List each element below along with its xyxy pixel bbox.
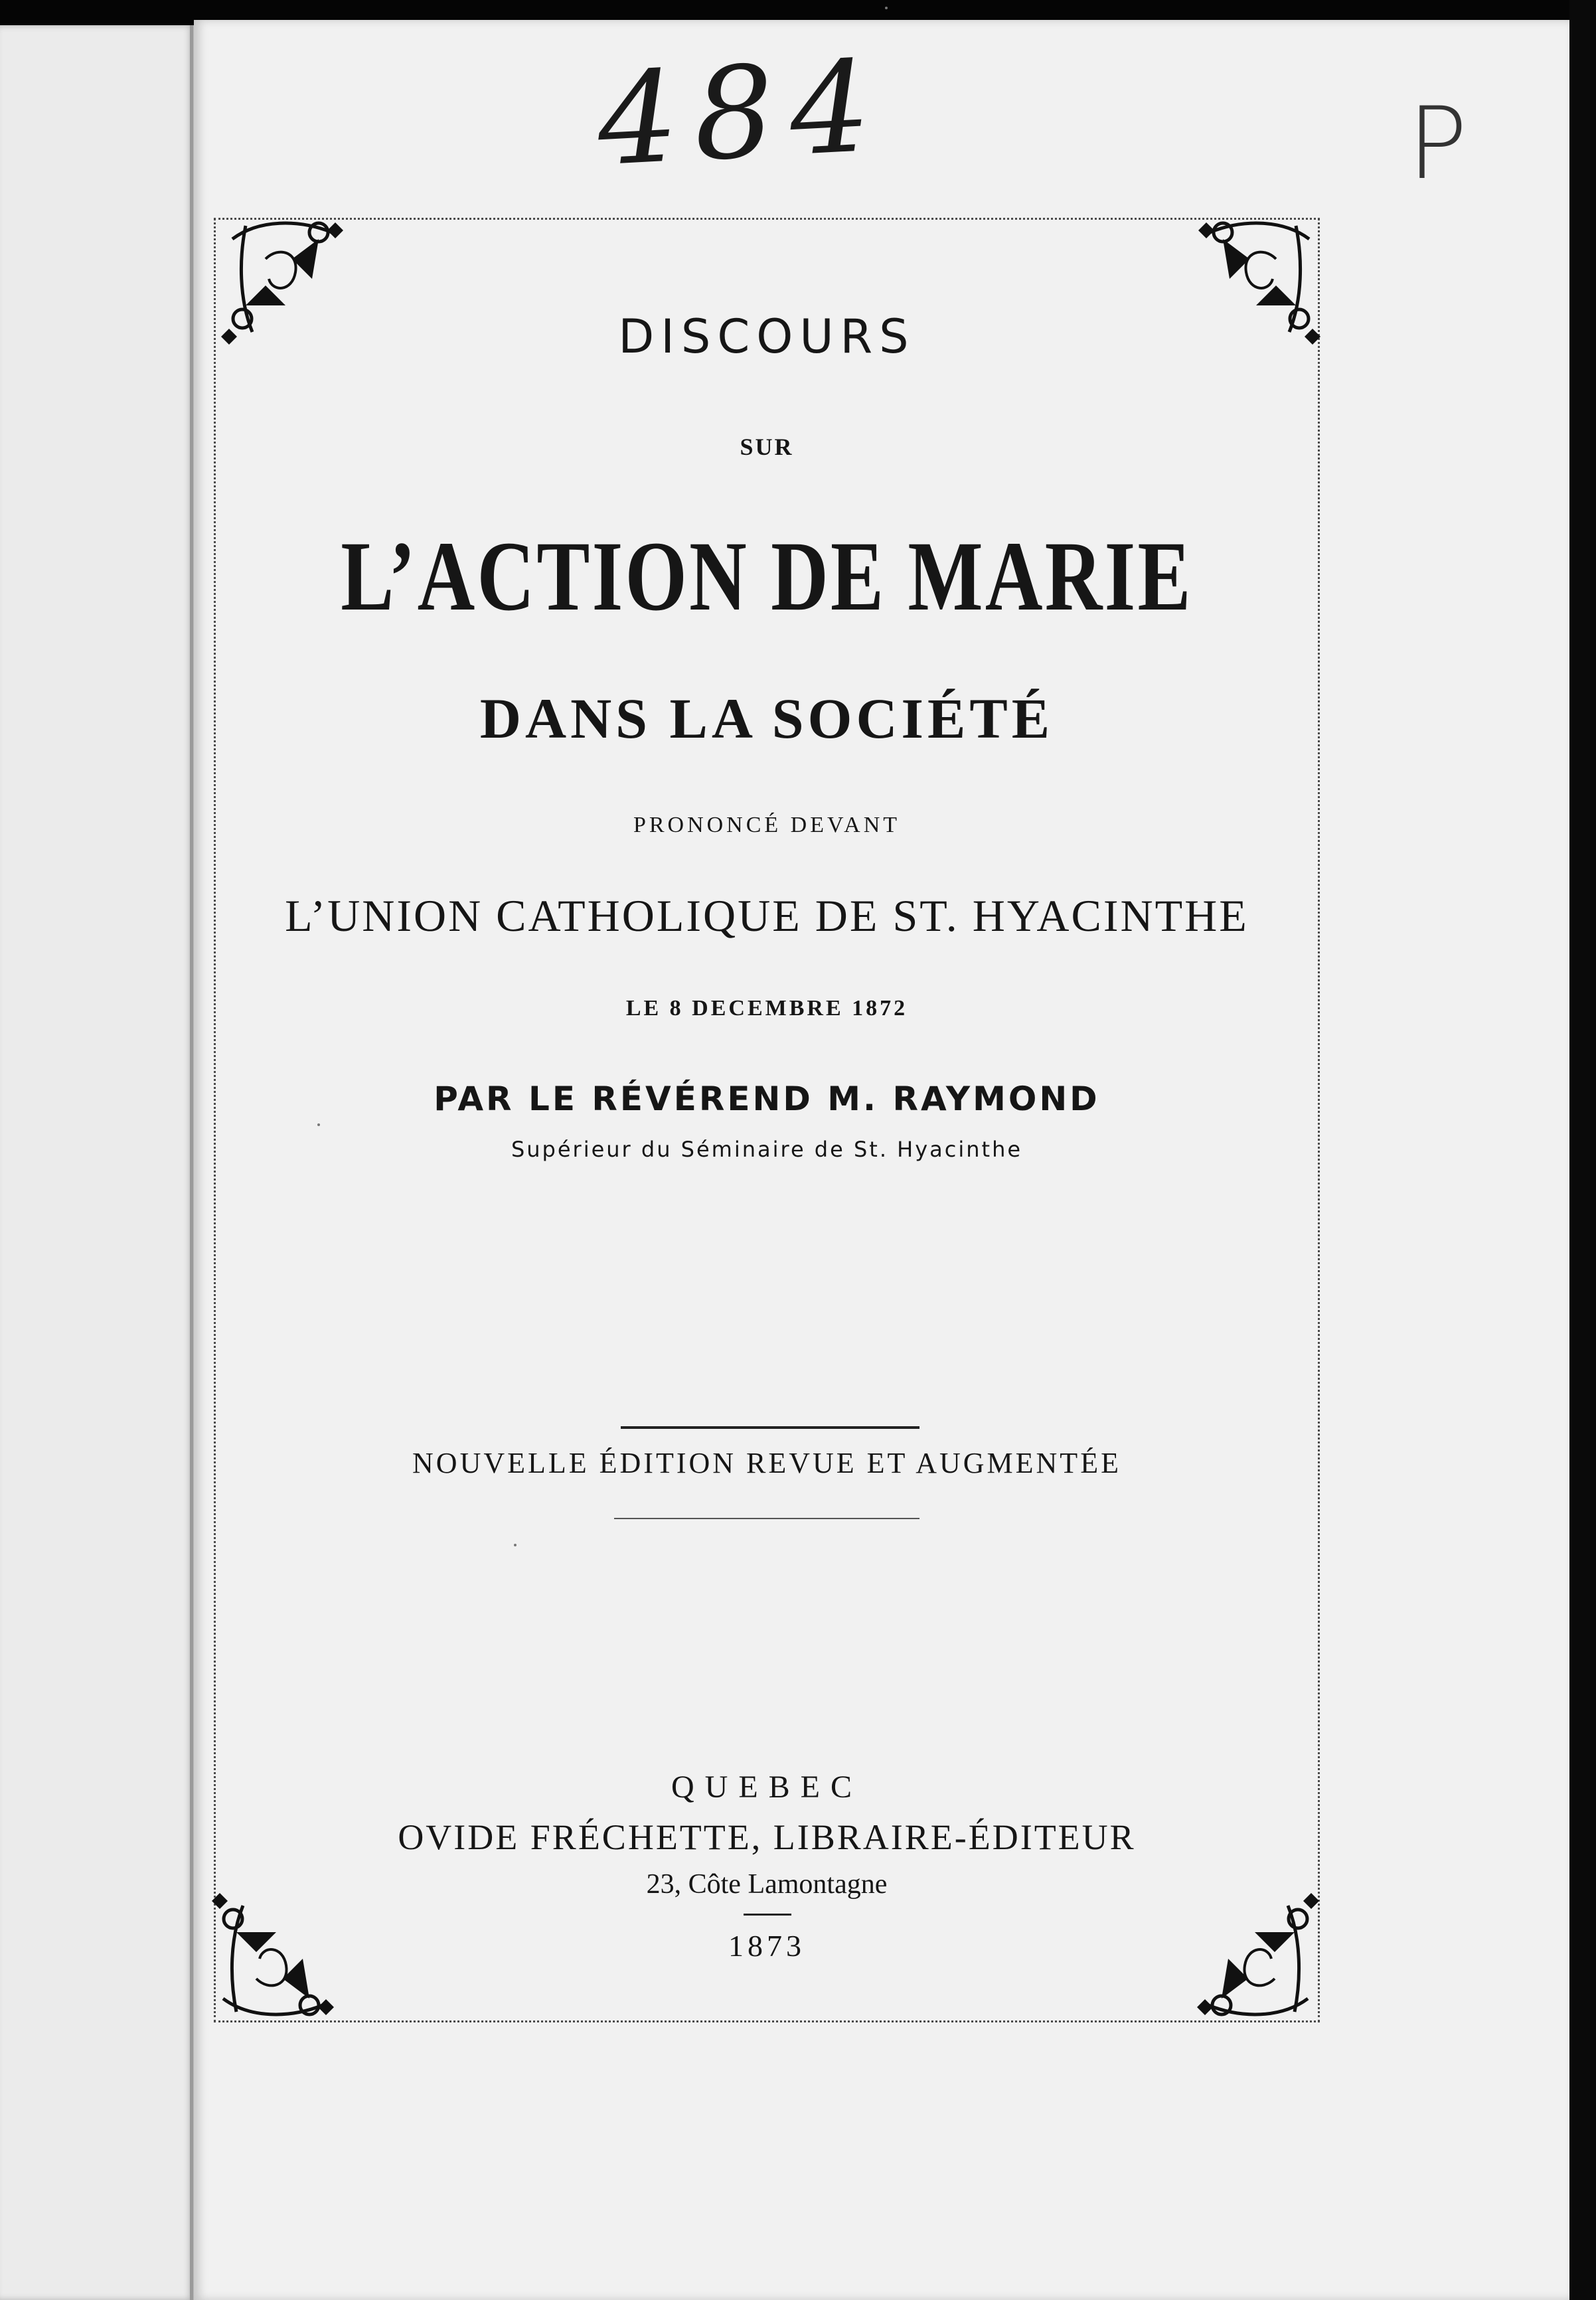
date-line: LE 8 DECEMBRE 1872 — [625, 996, 908, 1021]
page-gutter — [190, 25, 193, 2300]
imprint-rule — [744, 1914, 791, 1916]
edition-line: NOUVELLE ÉDITION REVUE ET AUGMENTÉE — [412, 1447, 1121, 1479]
decorative-border-frame — [214, 218, 1320, 2022]
handwritten-letter: P — [1407, 86, 1468, 202]
connector-sur: SUR — [740, 434, 794, 460]
author-role: Supérieur du Séminaire de St. Hyacinthe — [511, 1137, 1023, 1162]
previous-page-edge — [0, 25, 194, 2300]
imprint-address: 23, Côte Lamontagne — [646, 1869, 888, 1900]
scanner-edge-right — [1569, 0, 1596, 2300]
subtitle: DANS LA SOCIÉTÉ — [479, 687, 1054, 750]
imprint-publisher: OVIDE FRÉCHETTE, LIBRAIRE-ÉDITEUR — [398, 1817, 1136, 1857]
handwritten-catalog-number: 484 — [594, 32, 890, 195]
paper-speck — [885, 7, 888, 9]
imprint-year: 1873 — [728, 1929, 805, 1963]
author-line: PAR LE RÉVÉREND M. RAYMOND — [434, 1080, 1100, 1118]
paper-speck — [317, 1123, 320, 1126]
edition-rule-bottom — [614, 1518, 919, 1519]
edition-rule-top — [621, 1426, 919, 1429]
paper-speck — [514, 1544, 517, 1546]
main-title: L’ACTION DE MARIE — [341, 521, 1193, 631]
audience-line: L’UNION CATHOLIQUE DE ST. HYACINTHE — [285, 890, 1249, 941]
delivered-label: PRONONCÉ DEVANT — [633, 813, 901, 837]
heading-discours: DISCOURS — [618, 309, 916, 364]
imprint-city: QUEBEC — [671, 1769, 862, 1805]
